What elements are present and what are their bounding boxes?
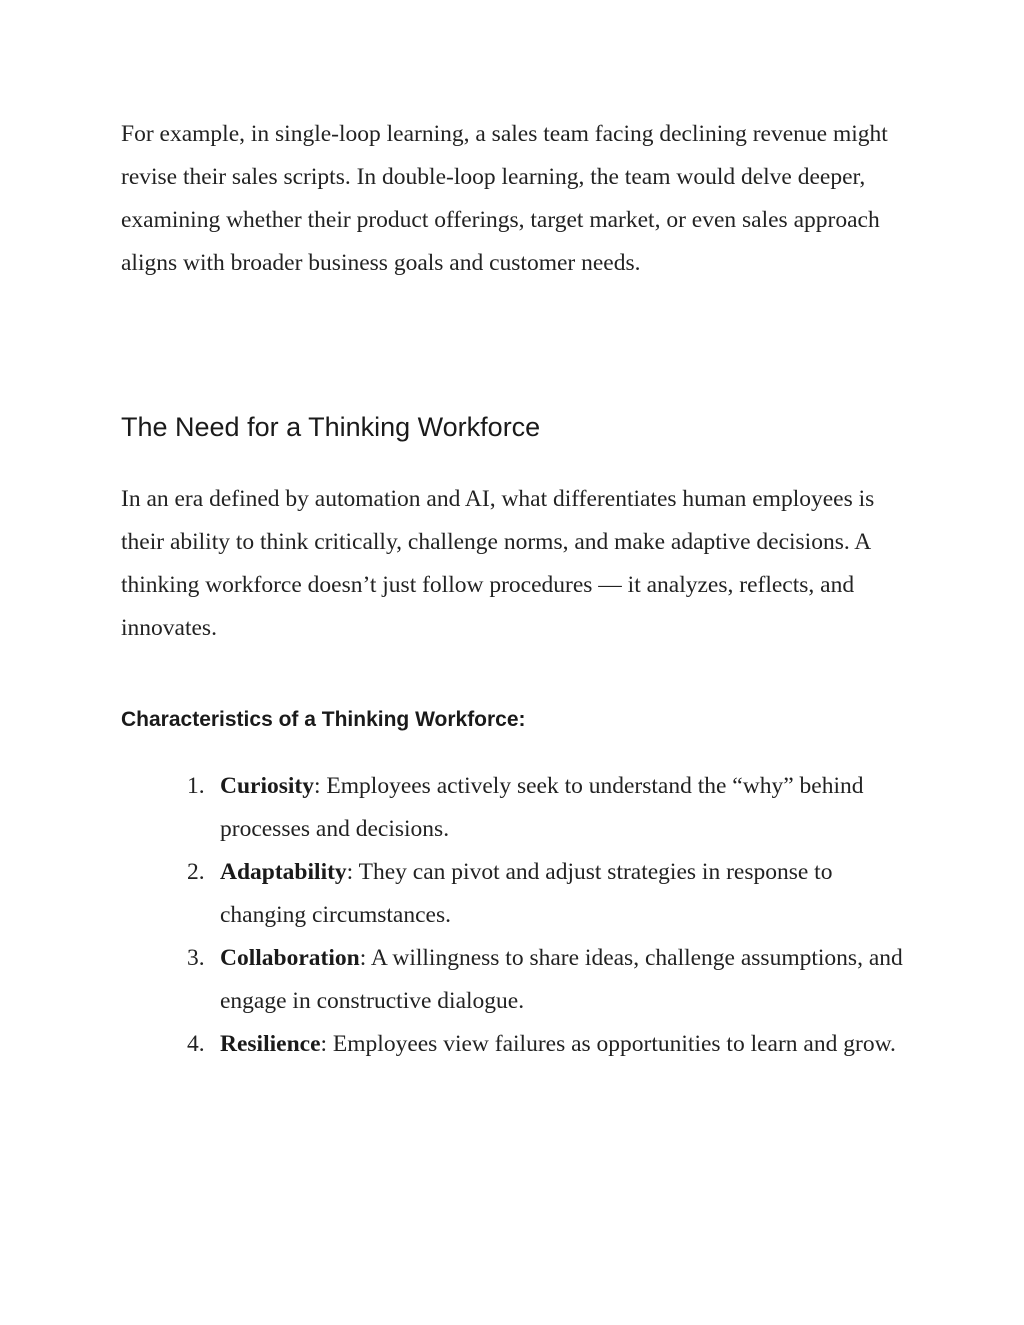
list-item-description: : A willingness to share ideas, challenge assumptions, and engage in constructive dialogue. (220, 945, 903, 1014)
intro-paragraph: For example, in single-loop learning, a sales team facing declining revenue might revise their sales scripts. In double-loop learning, the team would delve deeper, examining whether their product offerings, target market, or even sales approach aligns with broader business goals and customer needs. (121, 121, 888, 276)
list-item-term: Resilience (220, 1031, 321, 1057)
document-page (121, 113, 911, 1057)
section-heading: The Need for a Thinking Workforce (121, 412, 541, 442)
list-item (121, 937, 911, 1023)
characteristics-list (121, 765, 911, 1066)
characteristics-subheading: Characteristics of a Thinking Workforce: (121, 708, 526, 731)
list-item-term: Curiosity (220, 773, 314, 799)
list-item (121, 851, 911, 937)
list-item-description: : Employees actively seek to understand the “why” behind processes and decisions. (220, 773, 864, 842)
list-item (121, 1023, 911, 1066)
list-item-number: 2. (187, 859, 205, 885)
list-item (121, 765, 911, 851)
section-paragraph: In an era defined by automation and AI, what differentiates human employees is their ability to think critically, challenge norms, and make adaptive decisions. A thinking workforce doesn’t just follow procedures — it analyzes, reflects, and innovates. (121, 486, 875, 641)
list-item-description: : Employees view failures as opportunities to learn and grow. (320, 1031, 896, 1057)
list-item-number: 4. (187, 1031, 205, 1057)
list-item-term: Collaboration (220, 945, 360, 971)
list-item-term: Adaptability (220, 859, 347, 885)
list-item-description: : They can pivot and adjust strategies in response to changing circumstances. (220, 859, 833, 928)
list-item-number: 1. (187, 773, 205, 799)
list-item-number: 3. (187, 945, 205, 971)
